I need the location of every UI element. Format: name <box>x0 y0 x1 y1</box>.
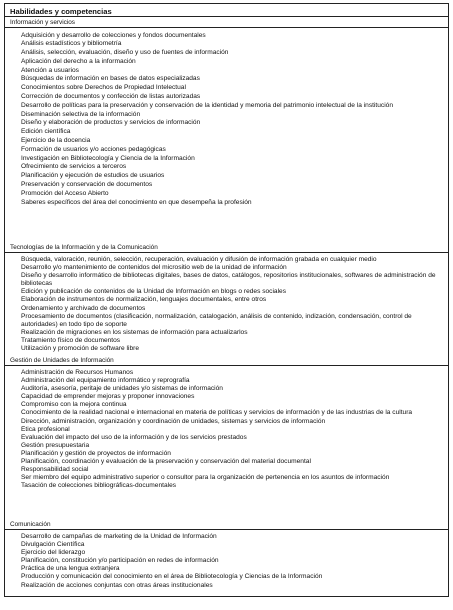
list-item: Formación de usuarios y/o acciones pedagógicas <box>21 145 166 153</box>
list-item: Administración del equipamiento informático y reprografía <box>21 377 190 385</box>
list-item: Divulgación Científica <box>21 541 85 549</box>
list-item: Edición científica <box>21 128 71 136</box>
list-item: Elaboración de instrumentos de normalización, lenguajes documentales, entre otros <box>21 296 267 304</box>
list-item: Planificación, constitución y/o participación en redes de información <box>21 557 219 565</box>
list-item: Edición y publicación de contenidos de la Unidad de Información en blogs o redes sociales <box>21 288 287 296</box>
list-item: Utilización y promoción de software libre <box>21 345 140 353</box>
section-comunicacion <box>5 519 448 610</box>
competencies-table <box>4 3 449 597</box>
list-item: Ética profesional <box>21 425 70 433</box>
list-item: Desarrollo de campañas de marketing de la Unidad de Información <box>21 533 217 540</box>
list-item: Aplicación del derecho a la información <box>21 57 136 65</box>
list-item: Conocimiento de la realidad nacional e internacional en materia de políticas y servicios de información y de las industrias de la cultura <box>21 409 413 417</box>
list-item: Atención a usuarios <box>21 66 79 74</box>
list-item: Ser miembro del equipo administrativo superior o consultor para la organización de pertenencia en los asuntos de información <box>21 474 390 482</box>
list-item: Promoción del Acceso Abierto <box>21 189 109 197</box>
section-heading: Comunicación <box>5 519 448 530</box>
list-item: Tasación de colecciones bibliográficas-documentales <box>21 482 177 490</box>
list-item: Auditoría, asesoría, peritaje de unidades y/o sistemas de información <box>21 385 223 393</box>
list-item: Búsqueda, valoración, reunión, selección, recuperación, evaluación y difusión de información grabada en cualquier medio <box>21 256 377 263</box>
section-items <box>5 28 448 242</box>
list-item: Ordenamiento y archivado de documentos <box>21 304 146 312</box>
table-title: Habilidades y competencias <box>5 4 448 17</box>
list-item: Compromiso con la mejora continua <box>21 401 127 409</box>
list-item: Investigación en Bibliotecología y Ciencia de la Información <box>21 154 195 162</box>
list-item: Análisis, selección, evaluación, diseño y uso de fuentes de información <box>21 49 229 57</box>
list-item: Planificación y ejecución de estudios de usuarios <box>21 172 165 180</box>
list-item: Desarrollo de políticas para la preservación y conservación de la identidad y memoria del patrimonio intelectual de la institución <box>21 101 394 109</box>
section-items <box>5 530 448 610</box>
section-heading: Tecnologías de la Información y de la Comunicación <box>5 242 448 253</box>
list-item: Diseminación selectiva de la información <box>21 110 141 118</box>
list-item: Análisis estadísticos y bibliometría <box>21 40 122 48</box>
list-item: Diseño y desarrollo informático de bibliotecas digitales, bases de datos, catálogos, repositorios institucionales, softwares de administración de bibliotecas <box>21 272 436 288</box>
section-gestion-unidades <box>5 355 448 519</box>
list-item: Procesamiento de documentos (clasificación, normalización, catalogación, análisis de contenido, indización, condensación, control de autoridades) en todo tipo de soporte <box>21 312 412 328</box>
list-item: Evaluación del impacto del uso de la información y de los servicios prestados <box>21 433 247 441</box>
section-heading: Información y servicios <box>5 17 448 28</box>
list-item: Planificación, coordinación y evaluación de la preservación y conservación del material documental <box>21 458 311 466</box>
list-item: Responsabilidad social <box>21 466 89 474</box>
section-tic <box>5 242 448 355</box>
list-item: Administración de Recursos Humanos <box>21 369 134 376</box>
list-item: Diseño y elaboración de productos y servicios de información <box>21 119 201 127</box>
list-item: Realización de migraciones en los sistemas de información para actualizarlos <box>21 328 248 336</box>
list-item: Adquisición y desarrollo de colecciones y fondos documentales <box>21 31 206 39</box>
list-item: Preservación y conservación de documentos <box>21 181 153 189</box>
list-item: Tratamiento físico de documentos <box>21 336 121 344</box>
list-item: Realización de acciones conjuntas con otras áreas institucionales <box>21 581 213 589</box>
section-items <box>5 366 448 519</box>
list-item: Conocimientos sobre Derechos de Propiedad Intelectual <box>21 84 186 92</box>
section-heading: Gestión de Unidades de Información <box>5 355 448 366</box>
list-item: Producción y comunicación del conocimiento en el área de Bibliotecología y Ciencias de la Información <box>21 573 323 581</box>
list-item: Dirección, administración, organización y coordinación de unidades, sistemas y servicios de información <box>21 417 326 425</box>
list-item: Búsquedas de información en bases de datos especializadas <box>21 75 200 83</box>
section-items <box>5 253 448 355</box>
list-item: Gestión presupuestaria <box>21 441 90 449</box>
list-item: Desarrollo y/o mantenimiento de contenidos del micrositio web de la unidad de información <box>21 264 287 272</box>
list-item: Saberes específicos del área del conocimiento en que desempeña la profesión <box>21 198 252 206</box>
list-item: Práctica de una lengua extranjera <box>21 565 120 573</box>
list-item: Capacidad de emprender mejoras y proponer innovaciones <box>21 393 195 401</box>
list-item: Ofrecimiento de servicios a terceros <box>21 163 127 171</box>
list-item: Ejercicio del liderazgo <box>21 549 86 557</box>
section-informacion-y-servicios <box>5 17 448 242</box>
list-item: Ejercicio de la docencia <box>21 137 91 145</box>
list-item: Planificación y gestión de proyectos de información <box>21 449 171 457</box>
list-item: Corrección de documentos y confección de listas autorizadas <box>21 93 201 101</box>
